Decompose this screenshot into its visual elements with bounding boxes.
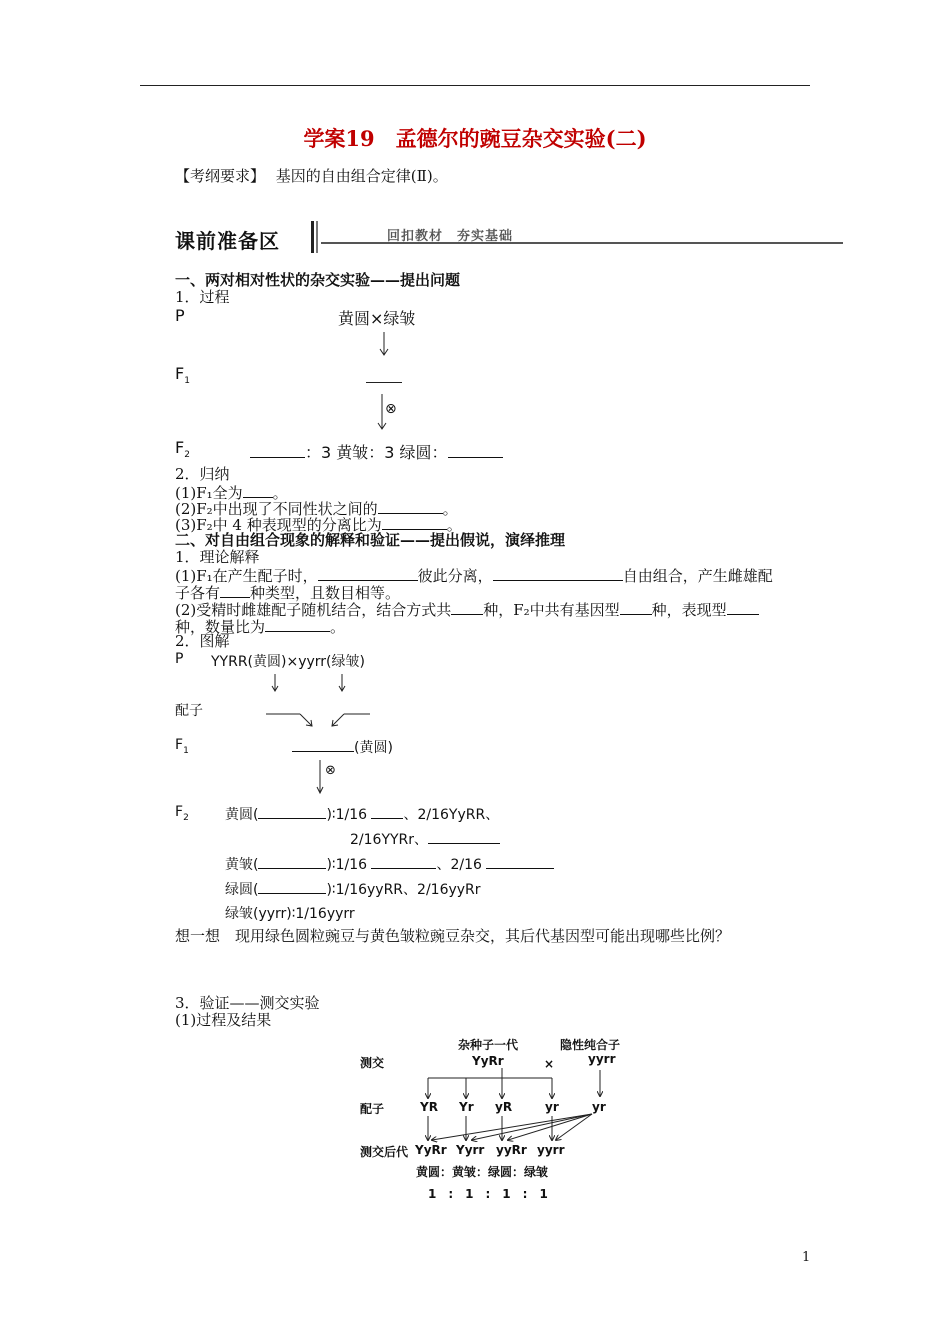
df1-blank	[292, 737, 354, 752]
summary-heading: 2．归纳	[175, 465, 230, 483]
requirement-text: 基因的自由组合定律(Ⅱ)。	[275, 167, 448, 185]
gamete-label: 配子	[175, 703, 203, 719]
theory-blank-7	[265, 617, 330, 632]
f2-label: $F_2$	[175, 438, 190, 461]
theory-blank-5	[620, 600, 652, 615]
theory-2-line2: 种，数量比为 。	[175, 618, 346, 636]
df1-line: (黄圆)	[292, 737, 393, 757]
blank-r2-3	[486, 854, 554, 869]
offspring-yyrr: yyrr	[537, 1143, 565, 1157]
header-rule	[140, 85, 810, 86]
requirement	[175, 168, 448, 185]
section2-heading: 二、对自由组合现象的解释和验证——提出假说，演绎推理	[175, 531, 566, 549]
fusion-arrows	[264, 708, 376, 734]
testcross-row-label: 测交	[360, 1056, 385, 1070]
gamete-Yr: Yr	[459, 1100, 474, 1114]
theory-blank-3	[220, 583, 250, 598]
think-question: 想一想 现用绿色圆粒豌豆与黄色皱粒豌豆杂交，其后代基因型可能出现哪些比例？	[175, 927, 731, 945]
recessive-gamete: yr	[592, 1100, 606, 1114]
banner-divider	[311, 221, 314, 253]
theory-1-line2: 子各有 种类型，且数目相等。	[175, 584, 401, 602]
blank-r2-2	[371, 854, 436, 869]
summary-1-blank	[243, 483, 273, 498]
blank-r1-2	[371, 804, 403, 819]
dp-label: P	[175, 651, 184, 667]
df1-label: $F_1$	[175, 737, 189, 756]
banner-subtitle: 回扣教材 夯实基础	[387, 229, 514, 244]
f2-line	[250, 440, 503, 463]
hybrid-label: 杂种子一代	[458, 1038, 519, 1052]
theory-heading: 1．理论解释	[175, 548, 260, 566]
theory-blank-2	[493, 566, 623, 581]
summary-3: (3)F₂中 4 种表现型的分离比为 。	[175, 516, 462, 534]
f1-blank	[366, 382, 402, 383]
dp-text: YYRR(黄圆)×yyrr(绿皱)	[211, 654, 365, 670]
verify-subheading: (1)过程及结果	[175, 1011, 272, 1029]
recessive-label: 隐性纯合子	[560, 1038, 621, 1052]
diagram-heading: 2．图解	[175, 632, 230, 650]
theory-blank-4	[451, 600, 483, 615]
summary-2: (2)F₂中出现了不同性状之间的 。	[175, 500, 458, 518]
f2-row-yellow-round-2: 2/16YYRr、	[350, 829, 500, 849]
theory-blank-1	[318, 566, 418, 581]
phenotype-labels: 黄圆：黄皱：绿圆：绿皱	[416, 1165, 549, 1179]
f2-ratio-text: ：3 黄皱：3 绿圆：	[305, 443, 448, 462]
p-cross: 黄圆×绿皱	[338, 309, 416, 328]
verify-heading: 3．验证——测交实验	[175, 994, 320, 1012]
summary-2-blank	[378, 499, 443, 514]
selfing-icon: ⊗	[385, 401, 397, 417]
offspring-yyRr: yyRr	[496, 1143, 527, 1157]
banner-title: 课前准备区	[175, 229, 280, 253]
page-title: 学案19 孟德尔的豌豆杂交实验(二)	[303, 126, 647, 151]
blank-r2-1	[258, 854, 326, 869]
f2-row-green-wrinkled: 绿皱(yyrr)∶1/16yyrr	[225, 906, 355, 922]
cross-sign: ×	[544, 1057, 555, 1071]
f2-row-yellow-wrinkled: 黄皱( )∶1/16 、2/16	[225, 854, 554, 874]
page-number: 1	[802, 1250, 811, 1265]
f2-blank-2	[448, 443, 503, 458]
banner-divider-thin	[316, 221, 318, 253]
offspring-row-label: 测交后代	[360, 1145, 409, 1159]
f2-blank-1	[250, 443, 305, 458]
f2-row-yellow-round: 黄圆( )∶1/16 、2/16YyRR、	[225, 804, 499, 824]
offspring-Yyrr: Yyrr	[456, 1143, 485, 1157]
blank-r1-3	[428, 829, 500, 844]
theory-2-line1: (2)受精时雌雄配子随机结合，结合方式共 种，F₂中共有基因型 种，表现型	[175, 600, 759, 619]
summary-3-blank	[382, 515, 447, 530]
blank-r3-1	[258, 879, 326, 894]
blank-r1-1	[258, 804, 326, 819]
offspring-YyRr: YyRr	[415, 1143, 447, 1157]
gamete-arrows	[260, 670, 360, 696]
df2-label: $F_2$	[175, 804, 189, 823]
selfing-icon-2: ⊗	[325, 763, 336, 778]
f1-label: $F_1$	[175, 364, 190, 387]
ratio-labels: 1 : 1 : 1 : 1	[428, 1187, 548, 1201]
gamete-yr: yr	[545, 1100, 559, 1114]
hybrid-genotype: YyRr	[472, 1054, 504, 1068]
gamete-yR: yR	[495, 1100, 513, 1114]
section-banner	[175, 221, 843, 255]
section1-heading: 一、两对相对性状的杂交实验——提出问题	[175, 271, 461, 289]
p-label: P	[175, 306, 185, 325]
arrow-down-icon	[376, 330, 396, 358]
recessive-genotype: yyrr	[588, 1052, 616, 1066]
testcross-lines	[380, 1066, 640, 1146]
process-heading: 1．过程	[175, 288, 230, 306]
f2-row-green-round: 绿圆( )∶1/16yyRR、2/16yyRr	[225, 879, 481, 899]
gamete-YR: YR	[420, 1100, 438, 1114]
requirement-label: 【考纲要求】	[175, 167, 266, 185]
summary-1: (1)F₁全为 。	[175, 484, 288, 502]
theory-1-line1: (1)F₁在产生配子时， 彼此分离， 自由组合，产生雌雄配	[175, 567, 773, 585]
gamete-row-label: 配子	[360, 1102, 385, 1116]
theory-blank-6	[727, 600, 759, 615]
